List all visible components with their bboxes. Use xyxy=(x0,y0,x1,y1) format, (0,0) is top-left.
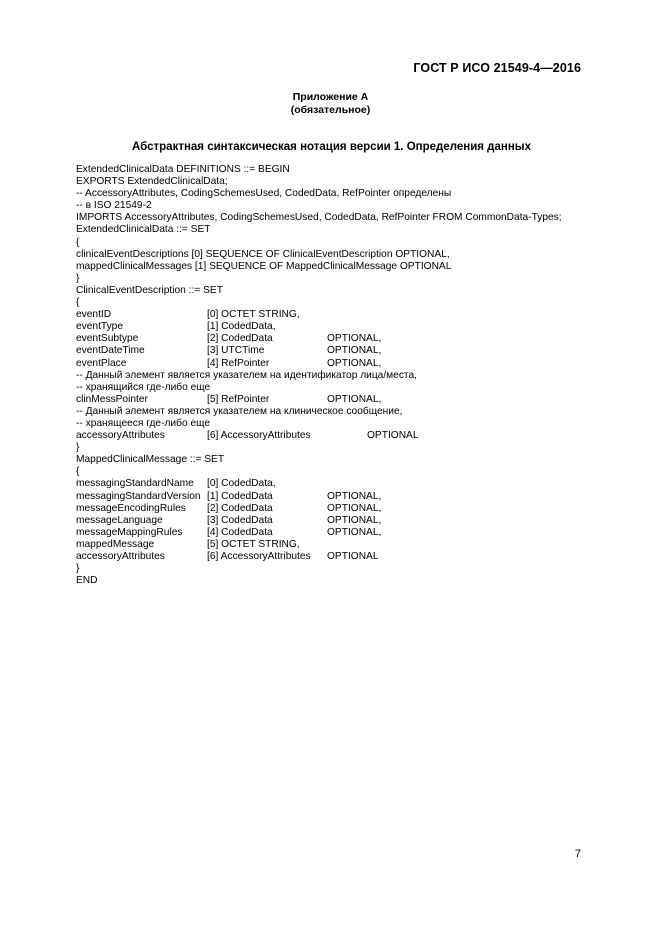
field-name: clinMessPointer xyxy=(76,393,148,405)
field-optional: OPTIONAL xyxy=(367,430,419,442)
field-name: eventSubtype xyxy=(76,333,139,345)
field-name: eventPlace xyxy=(76,357,127,369)
field-name: messageMappingRules xyxy=(76,526,183,538)
code-line: MappedClinicalMessage ::= SET xyxy=(76,454,225,466)
field-row xyxy=(76,394,621,406)
field-name: mappedMessage xyxy=(76,538,155,550)
field-type: [0] CodedData, xyxy=(207,478,276,490)
field-row xyxy=(76,551,621,563)
field-optional: OPTIONAL, xyxy=(327,490,382,502)
field-row xyxy=(76,309,621,321)
code-comment: -- хранящееся где-либо еще xyxy=(76,417,211,429)
code-line: EXPORTS ExtendedClinicalData; xyxy=(76,176,228,188)
section-title: Абстрактная синтаксическая нотация версии 1. Определения данных xyxy=(132,141,531,153)
page-number: 7 xyxy=(574,848,581,860)
code-comment: -- Данный элемент является указателем на идентификатор лица/места, xyxy=(76,369,417,381)
field-type: [1] CodedData, xyxy=(207,321,276,333)
code-line: } xyxy=(76,563,80,575)
field-row xyxy=(76,503,621,515)
field-row xyxy=(76,345,621,357)
code-line: ExtendedClinicalData DEFINITIONS ::= BEGIN xyxy=(76,164,290,175)
field-type: [6] AccessoryAttributes xyxy=(207,551,311,562)
field-type: [1] CodedData xyxy=(207,490,273,502)
code-line: -- AccessoryAttributes, CodingSchemesUsed, CodedData, RefPointer определены xyxy=(76,188,452,200)
field-name: accessoryAttributes xyxy=(76,551,165,562)
appendix-subtitle: (обязательное) xyxy=(290,104,371,116)
field-type: [4] CodedData xyxy=(207,526,273,538)
code-line: mappedClinicalMessages [1] SEQUENCE OF MappedClinicalMessage OPTIONAL xyxy=(76,260,452,272)
code-line: } xyxy=(76,442,80,454)
field-name: messageEncodingRules xyxy=(76,502,186,514)
field-name: eventType xyxy=(76,321,124,333)
code-line: } xyxy=(76,272,80,284)
field-type: [6] AccessoryAttributes xyxy=(207,430,311,442)
field-name: messageLanguage xyxy=(76,514,163,526)
field-name: eventDateTime xyxy=(76,345,145,357)
field-row xyxy=(76,333,621,345)
field-type: [2] CodedData xyxy=(207,502,273,514)
code-line: ExtendedClinicalData ::= SET xyxy=(76,224,211,236)
field-optional: OPTIONAL, xyxy=(327,393,382,405)
field-name: messagingStandardVersion xyxy=(76,490,201,502)
code-line: { xyxy=(76,466,80,478)
field-type: [5] RefPointer xyxy=(207,393,270,405)
field-row xyxy=(76,321,621,333)
field-type: [3] CodedData xyxy=(207,514,273,526)
field-row xyxy=(76,478,621,490)
field-name: accessoryAttributes xyxy=(76,430,165,442)
code-line: { xyxy=(76,236,80,248)
code-line: clinicalEventDescriptions [0] SEQUENCE OF ClinicalEventDescription OPTIONAL, xyxy=(76,248,450,260)
code-line: { xyxy=(76,297,80,309)
field-optional: OPTIONAL, xyxy=(327,357,382,369)
field-type: [5] OCTET STRING, xyxy=(207,538,300,550)
field-name: eventID xyxy=(76,309,112,321)
field-optional: OPTIONAL xyxy=(327,551,379,562)
field-type: [2] CodedData xyxy=(207,333,273,345)
code-line: IMPORTS AccessoryAttributes, CodingSchemesUsed, CodedData, RefPointer FROM CommonData-Types; xyxy=(76,212,562,224)
field-optional: OPTIONAL, xyxy=(327,345,382,357)
code-line: END xyxy=(76,575,98,587)
field-row xyxy=(76,358,621,370)
field-name: messagingStandardName xyxy=(76,478,194,490)
code-line: ClinicalEventDescription ::= SET xyxy=(76,284,223,296)
field-type: [4] RefPointer xyxy=(207,357,270,369)
field-row xyxy=(76,515,621,527)
field-row xyxy=(76,430,621,442)
code-comment: -- Данный элемент является указателем на клиническое сообщение, xyxy=(76,405,403,417)
field-optional: OPTIONAL, xyxy=(327,526,382,538)
appendix-title: Приложение А xyxy=(292,91,369,103)
field-optional: OPTIONAL, xyxy=(327,502,382,514)
field-row xyxy=(76,491,621,503)
field-type: [0] OCTET STRING, xyxy=(207,309,300,321)
code-comment: -- хранящийся где-либо еще xyxy=(76,381,211,393)
field-optional: OPTIONAL, xyxy=(327,514,382,526)
field-type: [3] UTCTime xyxy=(207,345,265,357)
asn1-code-block xyxy=(76,164,621,587)
standard-code-header: ГОСТ Р ИСО 21549-4—2016 xyxy=(413,61,581,75)
field-row xyxy=(76,527,621,539)
appendix-heading xyxy=(0,91,661,117)
code-line: -- в ISO 21549-2 xyxy=(76,200,152,212)
field-row xyxy=(76,539,621,551)
field-optional: OPTIONAL, xyxy=(327,333,382,345)
